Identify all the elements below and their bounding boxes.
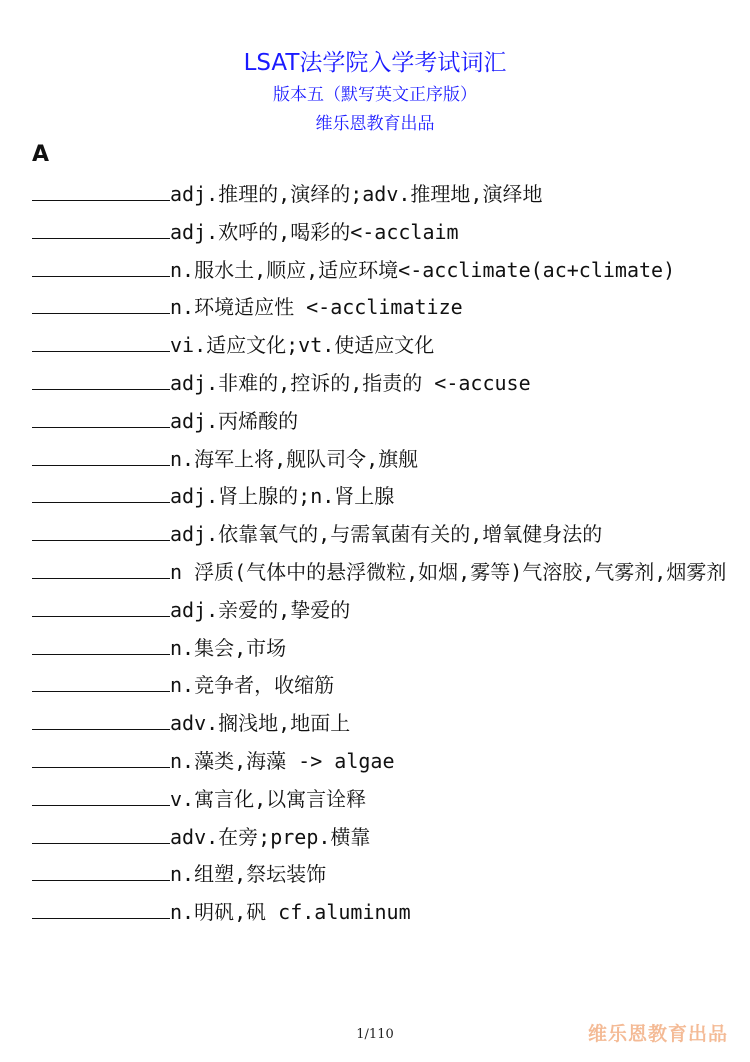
answer-blank [32,256,170,277]
answer-blank [32,747,170,768]
vocab-entry [32,403,732,441]
answer-blank [32,331,170,352]
answer-blank [32,218,170,239]
answer-blank [32,634,170,655]
vocab-entry [32,705,732,743]
vocab-entry [32,441,732,479]
vocab-entry [32,856,732,894]
vocab-entry [32,592,732,630]
section-letter: A [32,142,50,167]
definition: n.明矾,矾 cf.aluminum [170,900,411,925]
definition: n.集会,市场 [170,635,287,660]
definition: adj.欢呼的,喝彩的<-acclaim [170,219,459,244]
vocab-entry [32,252,732,290]
answer-blank [32,369,170,390]
vocab-entry [32,819,732,857]
vocab-entry [32,214,732,252]
definition: n 浮质(气体中的悬浮微粒,如烟,雾等)气溶胶,气雾剂,烟雾剂 [170,559,727,584]
vocab-entry [32,516,732,554]
answer-blank [32,293,170,314]
definition: adj.肾上腺的;n.肾上腺 [170,484,395,509]
subtitle: 版本五（默写英文正序版） [273,85,477,105]
answer-blank [32,898,170,919]
page-number: 1/110 [356,1027,394,1042]
vocab-entry [32,781,732,819]
answer-blank [32,407,170,428]
definition: adj.非难的,控诉的,指责的 <-accuse [170,370,531,395]
answer-blank [32,785,170,806]
answer-blank [32,860,170,881]
vocab-entry [32,176,732,214]
definition: adv.搁浅地,地面上 [170,711,351,736]
definition: adj.丙烯酸的 [170,408,299,433]
definition: v.寓言化,以寓言诠释 [170,786,367,811]
vocab-entry [32,478,732,516]
definition: n.服水土,顺应,适应环境<-acclimate(ac+climate) [170,257,676,282]
definition: adv.在旁;prep.横靠 [170,824,371,849]
definition: adj.亲爱的,挚爱的 [170,597,351,622]
vocab-entry [32,743,732,781]
answer-blank [32,823,170,844]
answer-blank [32,671,170,692]
definition: n.藻类,海藻 -> algae [170,748,395,773]
vocab-entry [32,667,732,705]
definition: n.竞争者，收缩筋 [170,673,335,698]
definition: n.海军上将,舰队司令,旗舰 [170,446,419,471]
definition: adj.依靠氧气的,与需氧菌有关的,增氧健身法的 [170,522,603,547]
answer-blank [32,520,170,541]
answer-blank [32,709,170,730]
page-title: LSAT法学院入学考试词汇 [243,50,507,76]
vocab-entry [32,894,732,932]
definition: adj.推理的,演绎的;adv.推理地,演绎地 [170,182,543,206]
vocab-entry [32,554,732,592]
definition: n.组塑,祭坛装饰 [170,862,327,887]
vocab-entry [32,365,732,403]
vocab-list [32,176,732,932]
answer-blank [32,596,170,617]
vocab-entry [32,630,732,668]
vocab-entry [32,327,732,365]
definition: vi.适应文化;vt.使适应文化 [170,333,435,358]
publisher: 维乐恩教育出品 [315,114,435,134]
watermark-logo: 维乐恩教育出品 [587,1023,728,1045]
vocab-entry [32,289,732,327]
answer-blank [32,482,170,503]
answer-blank [32,445,170,466]
definition: n.环境适应性 <-acclimatize [170,295,463,320]
answer-blank [32,180,170,201]
answer-blank [32,558,170,579]
